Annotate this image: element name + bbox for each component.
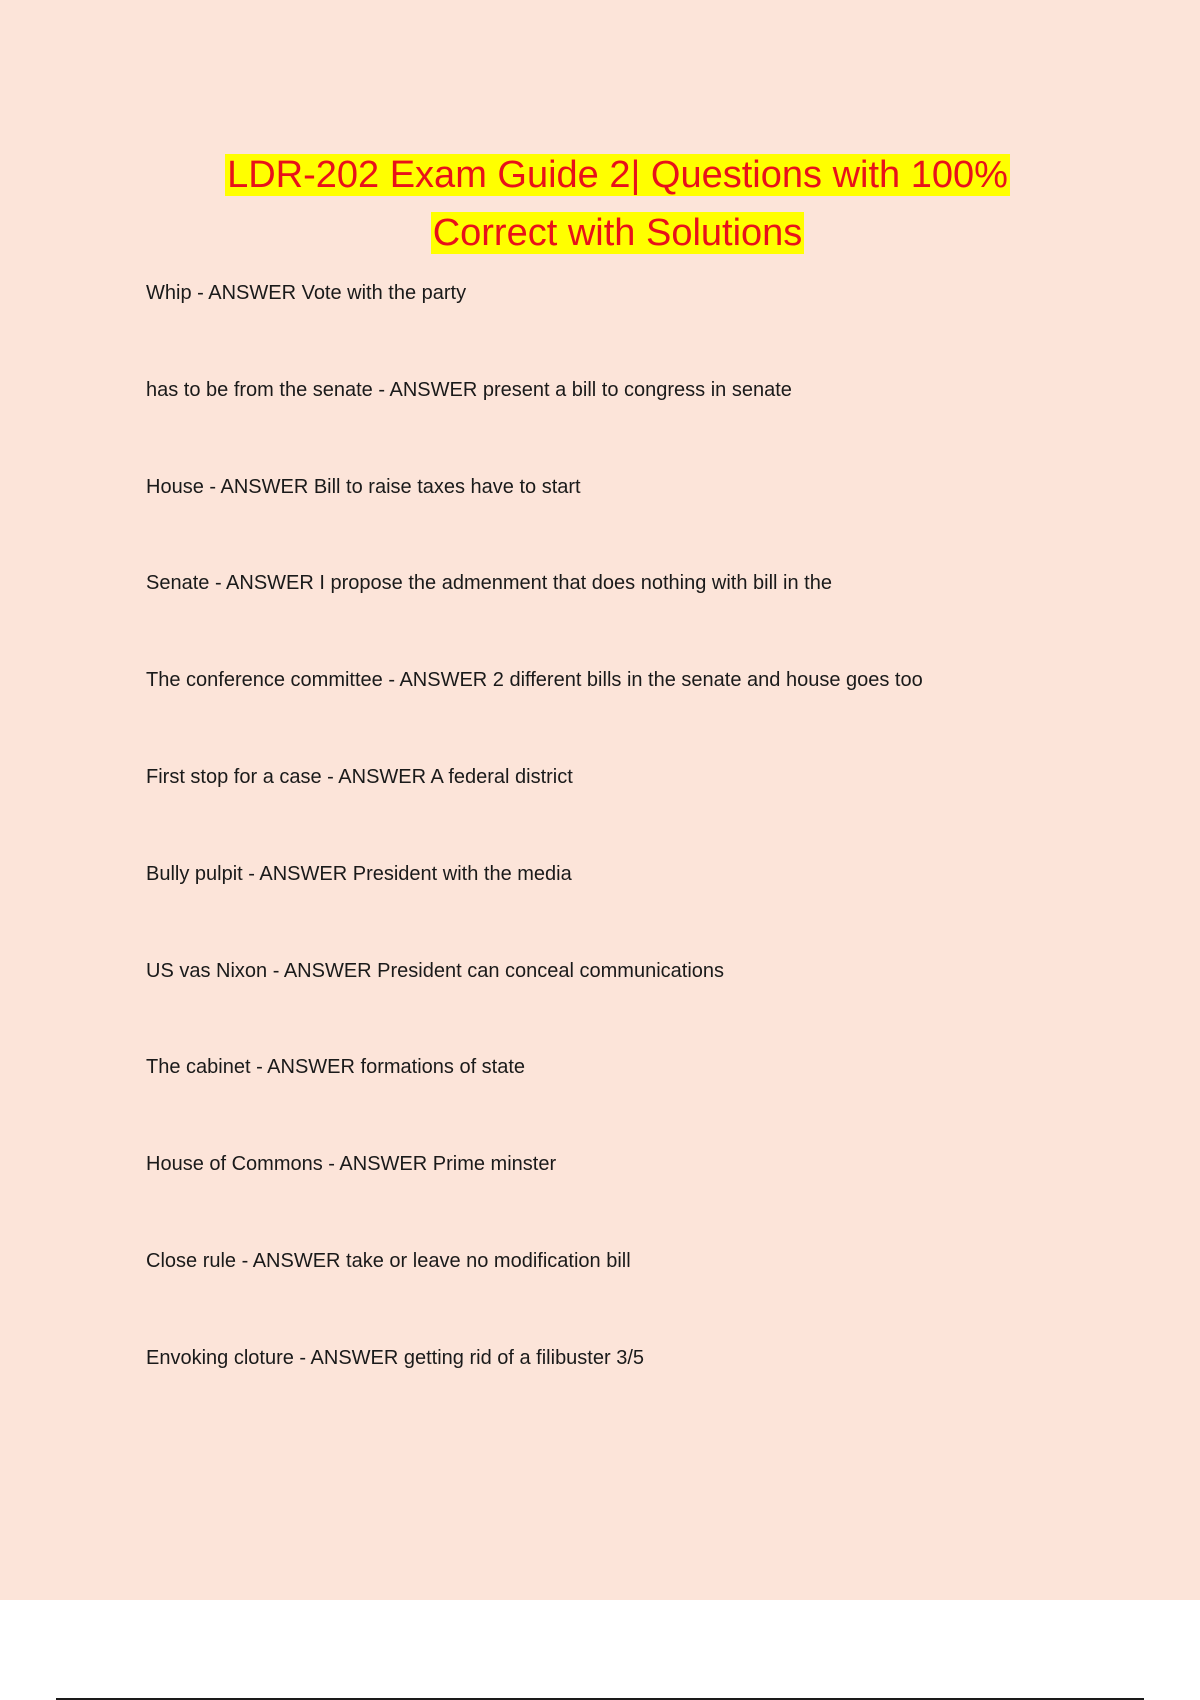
title-line-2: Correct with Solutions — [432, 212, 803, 254]
qa-item: Senate - ANSWER I propose the admenment that does nothing with bill in the — [146, 572, 832, 595]
qa-item: has to be from the senate - ANSWER present a bill to congress in senate — [146, 378, 792, 401]
title-line-1: LDR-202 Exam Guide 2| Questions with 100% — [227, 154, 1008, 196]
qa-item: Close rule - ANSWER take or leave no modification bill — [146, 1249, 631, 1272]
qa-item: Bully pulpit - ANSWER President with the media — [146, 862, 572, 885]
qa-item: First stop for a case - ANSWER A federal district — [146, 765, 573, 788]
qa-list — [146, 279, 923, 1441]
qa-item: The conference committee - ANSWER 2 different bills in the senate and house goes too — [146, 669, 923, 692]
qa-item: House - ANSWER Bill to raise taxes have to start — [146, 475, 581, 498]
qa-item: Whip - ANSWER Vote with the party — [146, 282, 467, 304]
qa-item: Envoking cloture - ANSWER getting rid of a filibuster 3/5 — [146, 1346, 645, 1369]
qa-item: House of Commons - ANSWER Prime minster — [146, 1153, 557, 1176]
qa-item: US vas Nixon - ANSWER President can conceal communications — [146, 959, 725, 982]
qa-item: The cabinet - ANSWER formations of state — [146, 1056, 526, 1079]
document-title — [0, 146, 1200, 262]
